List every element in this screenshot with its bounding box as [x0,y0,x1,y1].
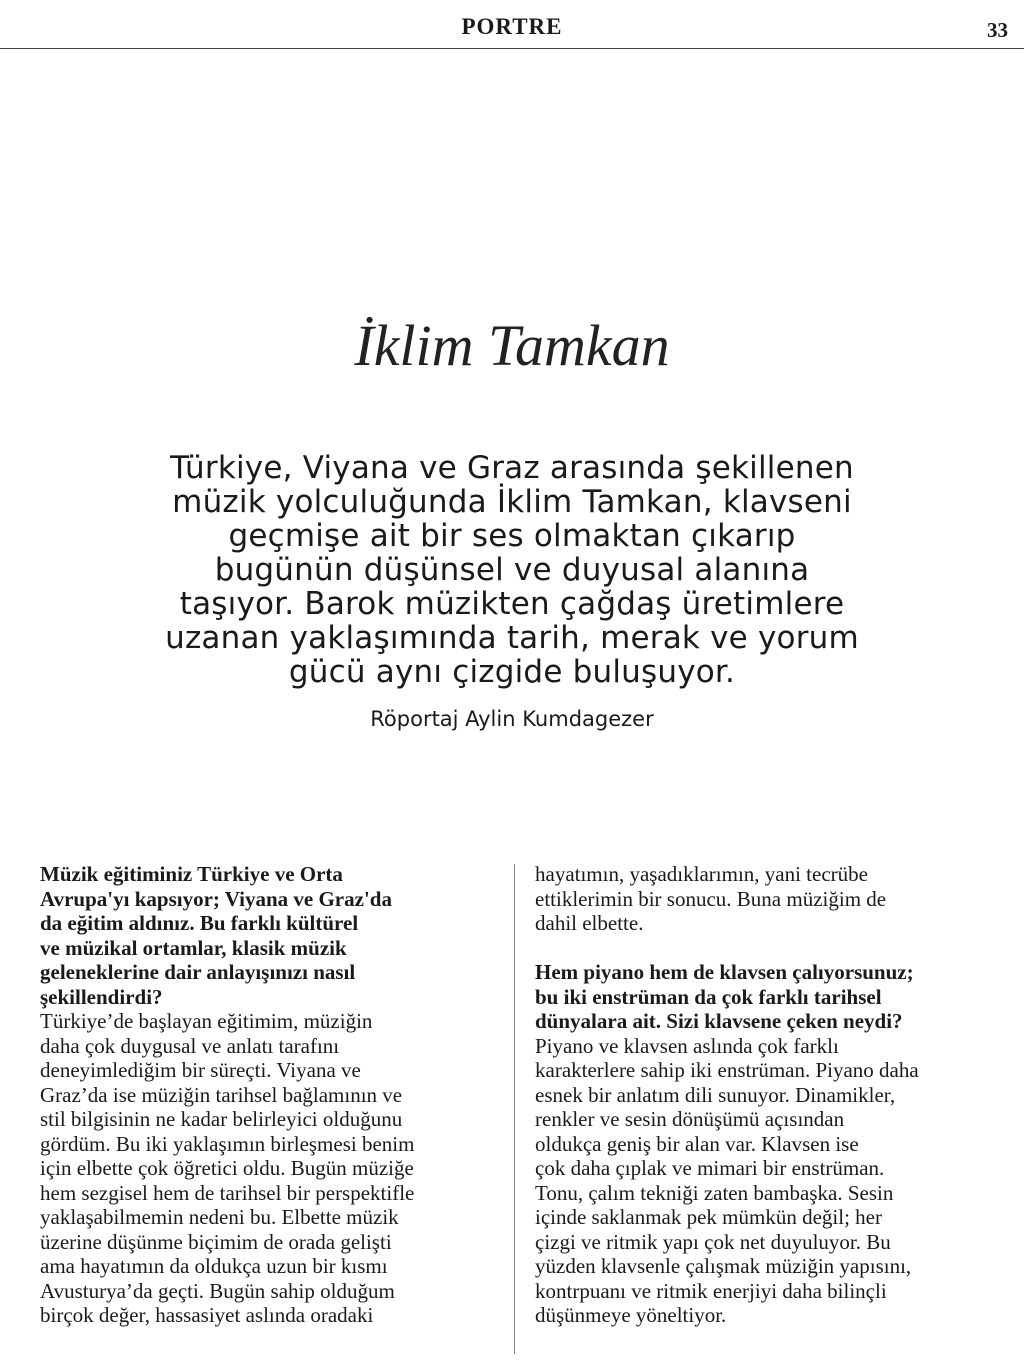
section-title: PORTRE [461,14,563,39]
answer-line: hem sezgisel hem de tarihsel bir perspektifle [40,1180,415,1205]
lede-line: bugünün düşünsel ve duyusal alanına [214,552,810,588]
question-line: Hem piyano hem de klavsen çalıyorsunuz; [535,960,914,984]
answer-line: yüzden klavsenle çalışmak müziğin yapısını, [535,1254,912,1278]
answer-line: karakterlere sahip iki enstrüman. Piyano daha [535,1058,919,1082]
page-number: 33 [987,18,1008,42]
question-line: ve müzikal ortamlar, klasik müzik [40,935,347,960]
lede-line: taşıyor. Barok müzikten çağdaş üretimlere [179,586,845,622]
header-divider [0,48,1024,49]
answer-line: çizgi ve ritmik yapı çok net duyuluyor. Bu [535,1229,891,1254]
answer-line: ettiklerimin bir sonucu. Buna müziğim de [535,886,887,911]
lede-line: gücü aynı çizgide buluşuyor. [288,654,736,690]
answer-line: ama hayatımın da oldukça uzun bir kısmı [40,1254,388,1278]
interview-answer [40,1009,485,1328]
answer-line: içinde saklanmak pek mümkün değil; her [535,1205,882,1229]
question-line: Avrupa'yı kapsıyor; Viyana ve Graz'da [40,886,392,911]
paragraph-gap [535,936,985,961]
answer-line: birçok değer, hassasiyet aslında oradaki [40,1303,374,1327]
article-lede [140,451,884,689]
answer-line: Tonu, çalım tekniği zaten bambaşka. Sesin [535,1180,894,1205]
answer-line: üzerine düşünme biçimim de orada gelişti [40,1229,392,1254]
question-line: şekillendirdi? [40,984,163,1009]
interview-question [535,960,985,1034]
question-line: bu iki enstrüman da çok farklı tarihsel [535,984,882,1009]
answer-line: Türkiye’de başlayan eğitimim, müziğin [40,1009,373,1033]
lede-line: uzanan yaklaşımında tarih, merak ve yorum [165,620,859,656]
question-line: da eğitim aldınız. Bu farklı kültürel [40,911,359,935]
answer-line: daha çok duygusal ve anlatı tarafını [40,1033,340,1058]
article-byline: Röportaj Aylin Kumdagezer [370,707,654,731]
answer-line: çok daha çıplak ve mimari bir enstrüman. [535,1156,885,1180]
question-line: geleneklerine dair anlayışınızı nasıl [40,960,356,984]
answer-line: esnek bir anlatım dili sunuyor. Dinamikler, [535,1082,896,1107]
lede-line: Türkiye, Viyana ve Graz arasında şekillenen [170,450,854,486]
article-title: İklim Tamkan [354,313,670,378]
answer-line: stil bilgisinin ne kadar belirleyici olduğunu [40,1107,403,1131]
interview-question [40,862,485,1009]
left-column [40,862,485,1328]
interview-answer [535,1034,985,1328]
answer-line: renkler ve sesin dönüşümü açısından [535,1107,845,1131]
answer-line: için elbette çok öğretici oldu. Bugün müziğe [40,1156,414,1180]
question-line: dünyalara ait. Sizi klavsene çeken neydi? [535,1009,903,1033]
answer-line: düşünmeye yöneltiyor. [535,1303,727,1327]
column-divider [514,864,515,1354]
answer-line: Avusturya’da geçti. Bugün sahip olduğum [40,1278,395,1303]
answer-line: oldukça geniş bir alan var. Klavsen ise [535,1131,859,1156]
answer-continuation [535,862,985,936]
answer-line: hayatımın, yaşadıklarımın, yani tecrübe [535,862,868,886]
answer-line: gördüm. Bu iki yaklaşımın birleşmesi benim [40,1131,415,1156]
question-line: Müzik eğitiminiz Türkiye ve Orta [40,862,343,886]
right-column [535,862,985,1328]
answer-line: yaklaşabilmemin nedeni bu. Elbette müzik [40,1205,399,1229]
answer-line: Graz’da ise müziğin tarihsel bağlamının ve [40,1082,403,1107]
lede-line: müzik yolculuğunda İklim Tamkan, klavseni [172,484,852,520]
lede-line: geçmişe ait bir ses olmaktan çıkarıp [228,518,796,554]
answer-line: kontrpuanı ve ritmik enerjiyi daha bilinçli [535,1278,887,1303]
answer-line: dahil elbette. [535,911,644,935]
answer-line: deneyimlediğim bir süreçti. Viyana ve [40,1058,361,1082]
answer-line: Piyano ve klavsen aslında çok farklı [535,1033,839,1058]
